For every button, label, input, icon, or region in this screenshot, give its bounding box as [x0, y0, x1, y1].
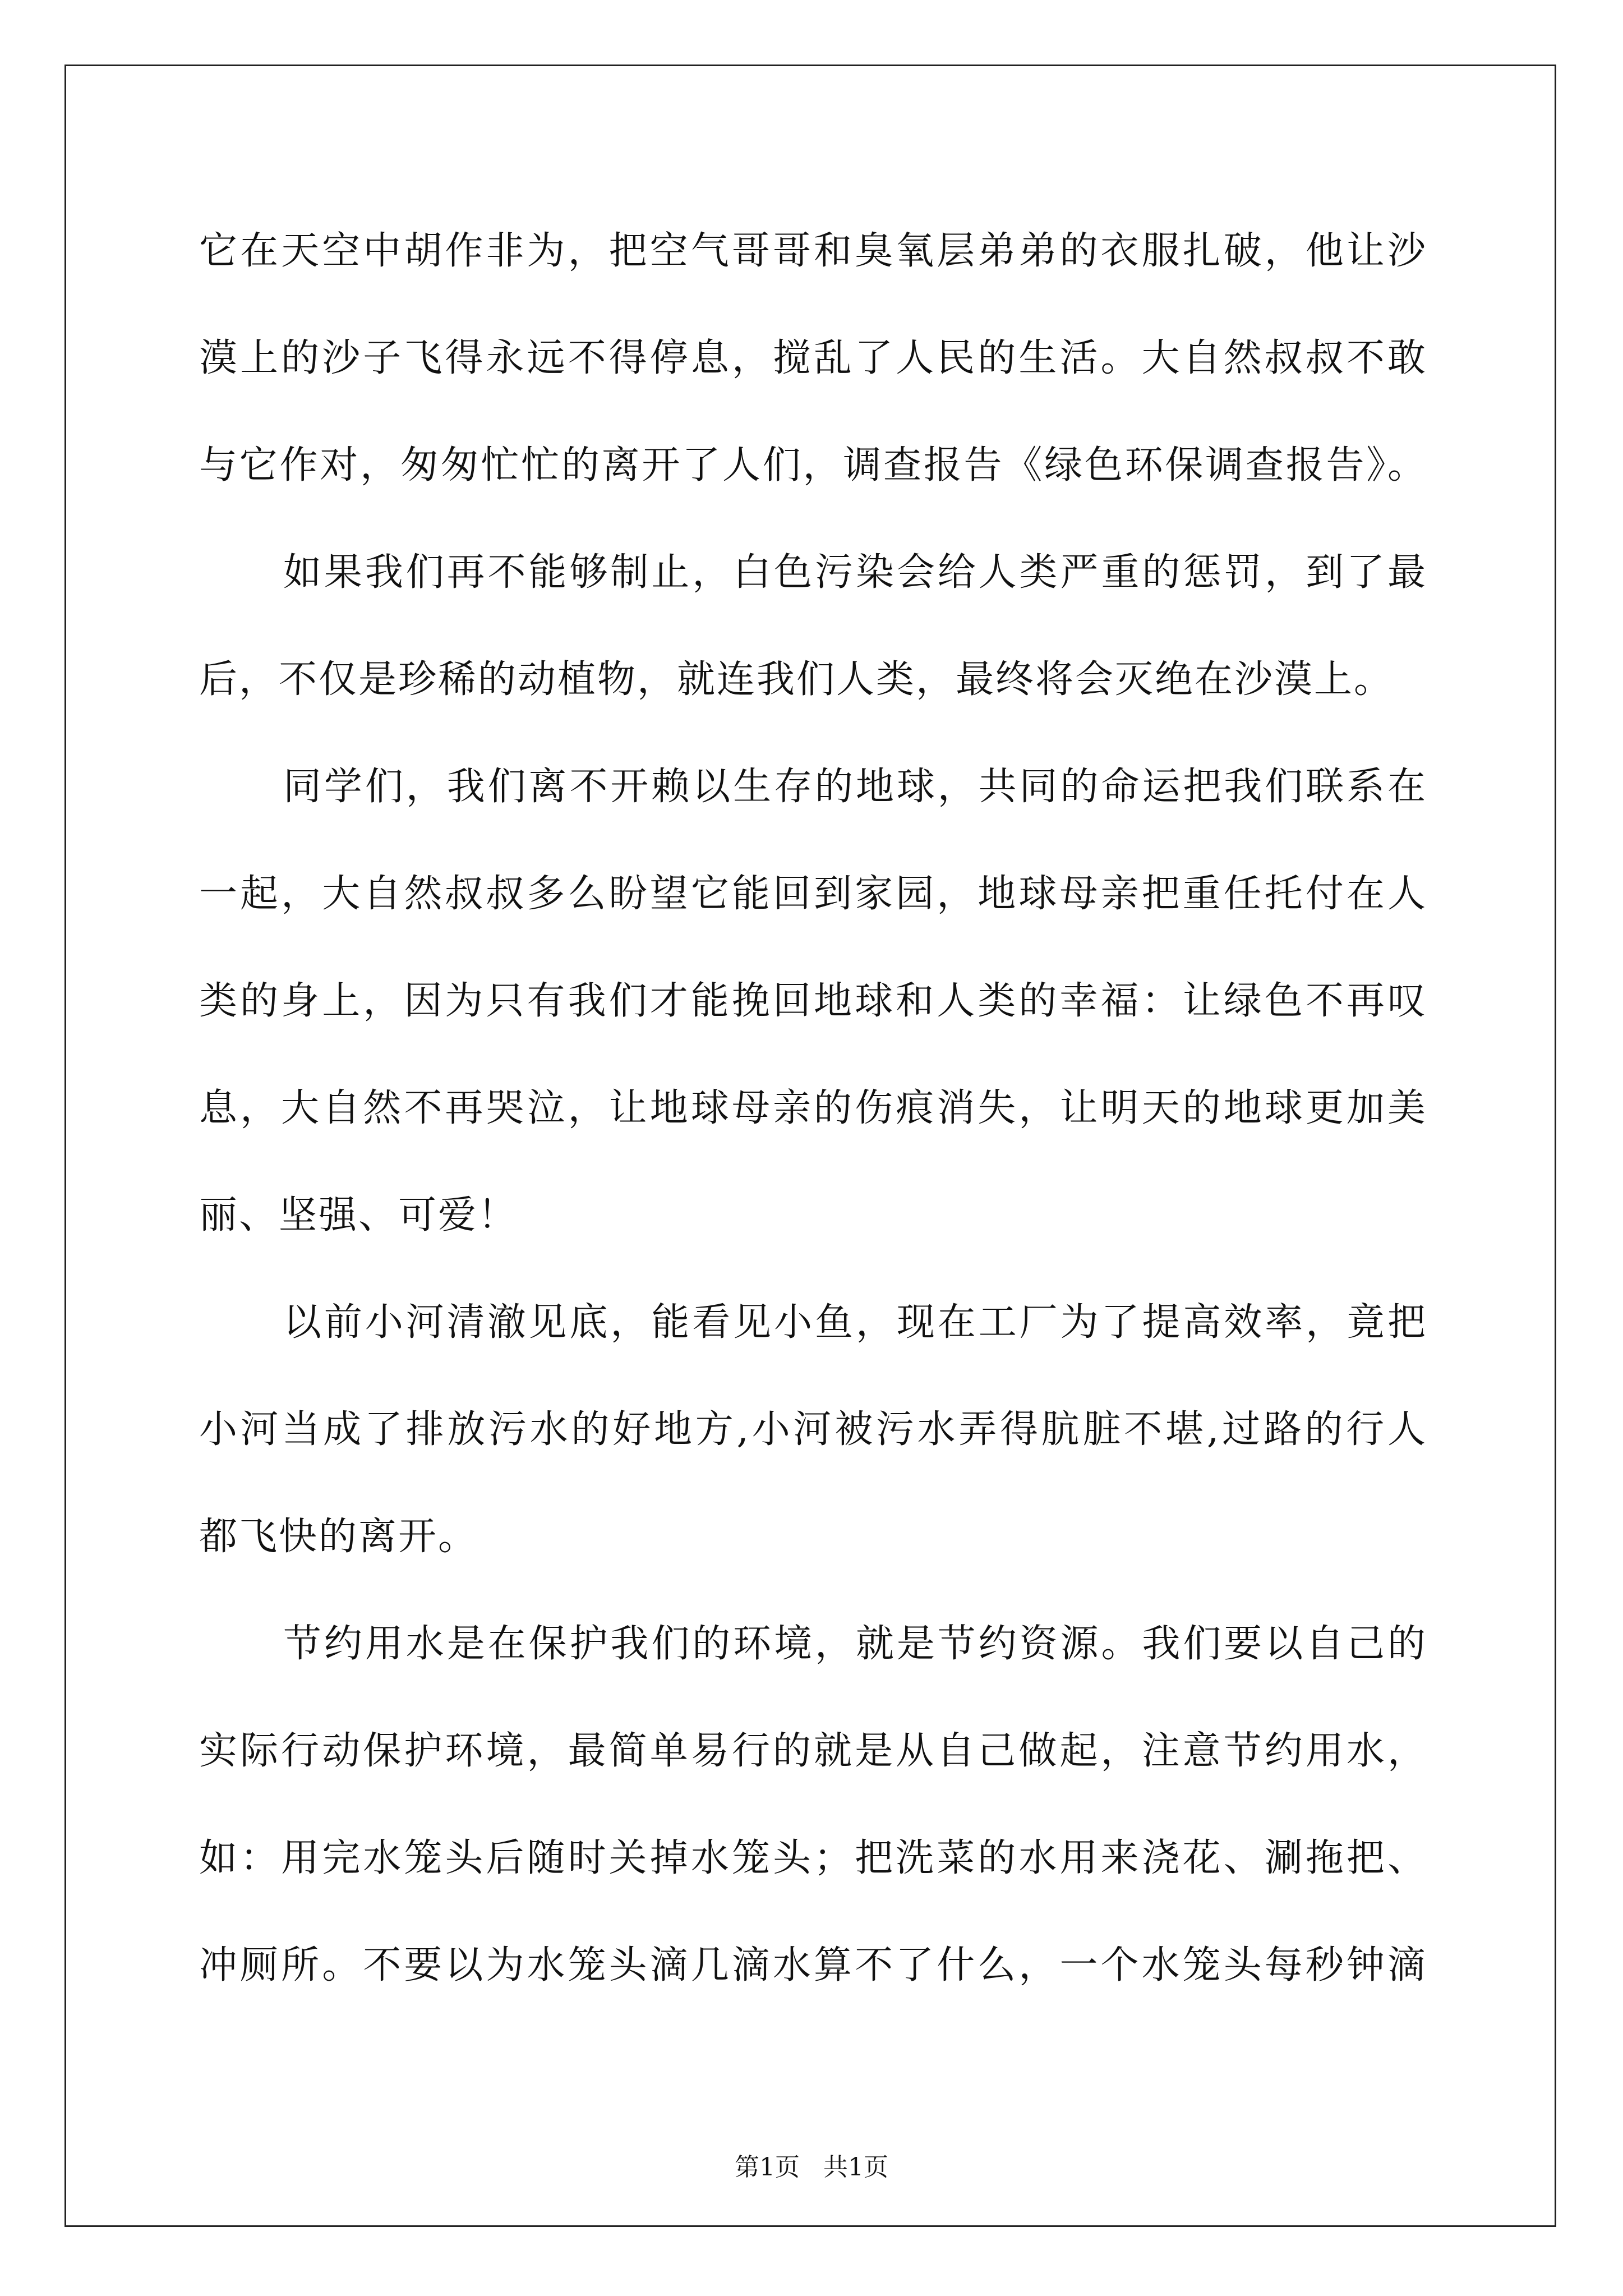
text-line: 漠上的沙子飞得永远不得停息，搅乱了人民的生活。大自然叔叔不敢	[199, 336, 1427, 380]
text-line: 类的身上，因为只有我们才能挽回地球和人类的幸福：让绿色不再叹	[199, 979, 1427, 1023]
text-line: 一起，大自然叔叔多么盼望它能回到家园，地球母亲把重任托付在人	[199, 872, 1427, 916]
text-line: 小河当成了排放污水的好地方,小河被污水弄得肮脏不堪,过路的行人	[199, 1407, 1427, 1452]
text-line: 丽、坚强、可爱！	[199, 1193, 518, 1237]
page-footer: 第1页 共1页	[735, 2153, 888, 2182]
text-line: 与它作对，匆匆忙忙的离开了人们，调查报告《绿色环保调查报告》。	[199, 443, 1427, 487]
text-line: 以前小河清澈见底，能看见小鱼，现在工厂为了提高效率，竟把	[283, 1300, 1427, 1345]
text-line: 后，不仅是珍稀的动植物，就连我们人类，最终将会灭绝在沙漠上。	[199, 657, 1394, 702]
text-line: 同学们，我们离不开赖以生存的地球，共同的命运把我们联系在	[283, 765, 1427, 809]
document-body	[199, 197, 1427, 2019]
text-line: 冲厕所。不要以为水笼头滴几滴水算不了什么，一个水笼头每秒钟滴	[199, 1943, 1427, 1987]
text-line: 它在天空中胡作非为，把空气哥哥和臭氧层弟弟的衣服扎破，他让沙	[199, 229, 1427, 273]
text-line: 节约用水是在保护我们的环境，就是节约资源。我们要以自己的	[283, 1622, 1427, 1666]
text-line: 实际行动保护环境，最简单易行的就是从自己做起，注意节约用水，	[199, 1729, 1427, 1773]
text-line: 如：用完水笼头后随时关掉水笼头；把洗菜的水用来浇花、涮拖把、	[199, 1836, 1427, 1880]
text-line: 息，大自然不再哭泣，让地球母亲的伤痕消失，让明天的地球更加美	[199, 1086, 1427, 1130]
text-line: 如果我们再不能够制止，白色污染会给人类严重的惩罚，到了最	[283, 550, 1427, 595]
text-line: 都飞快的离开。	[199, 1515, 478, 1559]
